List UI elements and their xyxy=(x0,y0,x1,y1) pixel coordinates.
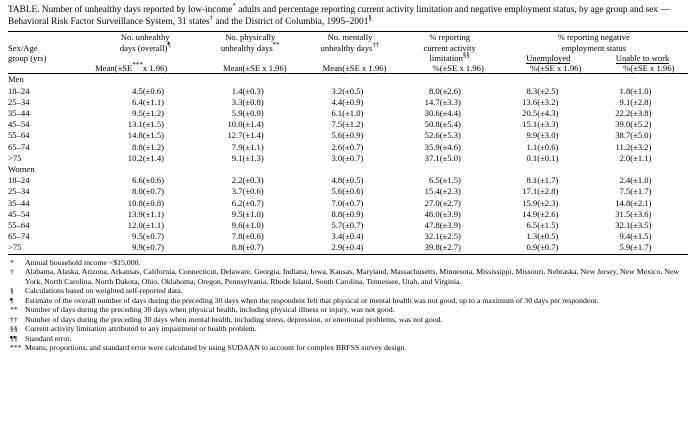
header-unable-pct: % xyxy=(597,63,630,74)
cell-unemployed-pct: 6.5 xyxy=(526,220,538,231)
cell-unable-ci: (±5.2) xyxy=(630,119,652,130)
cell-overall-mean: 4.5 xyxy=(132,85,143,96)
cell-mental-mean: 3.0 xyxy=(331,152,343,163)
footnotes xyxy=(8,258,688,353)
header-overall-mean: Mean(±SE*** xyxy=(90,63,143,74)
cell-unable-pct: 14.8 xyxy=(615,197,631,208)
cell-mental-mean: 7.5 xyxy=(331,119,343,130)
cell-physical-ci: (±0.3) xyxy=(242,85,264,96)
header-unable: Unable to work xyxy=(615,53,670,63)
cell-physical-mean: 8.8 xyxy=(231,242,243,253)
header-phys-line2-cell xyxy=(200,40,300,53)
data-table xyxy=(8,31,688,254)
cell-limitation-pct: 6.5 xyxy=(428,175,440,186)
cell-unemployed-pct: 1.1 xyxy=(526,141,538,152)
header-overall-blank xyxy=(90,53,200,63)
cell-unemployed-ci: (±1.5) xyxy=(537,220,559,231)
cell-unemployed-ci: (±3.3) xyxy=(537,119,559,130)
cell-mental-ci: (±0.9) xyxy=(342,208,364,219)
cell-unable-ci: (±1.0) xyxy=(630,85,652,96)
cell-unemployed-ci: (±2.8) xyxy=(537,186,559,197)
table-row xyxy=(8,142,688,153)
footnote xyxy=(8,305,688,315)
cell-overall-mean: 13.1 xyxy=(127,119,143,130)
title-part1: TABLE. Number of unhealthy days reported by low-income xyxy=(8,5,233,15)
cell-unemployed-ci: (±1.7) xyxy=(537,175,559,186)
cell-physical-mean: 3.7 xyxy=(231,186,243,197)
header-limit-ci: (±SE x 1.96) xyxy=(440,63,500,74)
cell-physical-ci: (±1.3) xyxy=(242,152,264,163)
header-unemployed-cell xyxy=(500,53,598,63)
header-unemp-ci: (±SE x 1.96) xyxy=(537,63,597,74)
cell-unable-pct: 31.5 xyxy=(615,208,631,219)
cell-unemployed-ci: (±0.5) xyxy=(537,231,559,242)
cell-mental-ci: (±0.6) xyxy=(342,186,364,197)
cell-limitation-pct: 47.8 xyxy=(424,220,440,231)
row-age: 18–24 xyxy=(8,175,30,186)
cell-limitation-pct: 39.8 xyxy=(424,242,440,253)
cell-overall-ci: (±0.6) xyxy=(142,175,164,186)
header-phys-line1: No. physically xyxy=(225,32,276,43)
cell-unable-pct: 9.4 xyxy=(619,231,631,242)
cell-unemployed-pct: 14.9 xyxy=(522,208,538,219)
cell-limitation-ci: (±3.3) xyxy=(439,96,461,107)
cell-unable-pct: 7.5 xyxy=(619,186,631,197)
cell-physical-ci: (±0.8) xyxy=(242,96,264,107)
table-row xyxy=(8,231,688,242)
cell-mental-mean: 3.2 xyxy=(331,85,343,96)
cell-unable-pct: 22.2 xyxy=(615,108,631,119)
header-limit-line2-cell xyxy=(400,43,500,53)
title-mark1: * xyxy=(232,1,236,10)
header-phys-ci: (±SE x 1.96) xyxy=(243,63,301,74)
cell-limitation-ci: (±3.9) xyxy=(439,208,461,219)
header-emp-line2-cell xyxy=(500,43,688,53)
cell-mental-ci: (±1.0) xyxy=(342,108,364,119)
cell-mental-ci: (±0.5) xyxy=(342,175,364,186)
cell-mental-ci: (±0.4) xyxy=(342,231,364,242)
cell-unable-pct: 2.0 xyxy=(619,152,631,163)
cell-limitation-ci: (±5.0) xyxy=(439,152,461,163)
row-age: 25–34 xyxy=(8,96,30,107)
cell-overall-ci: (±0.6) xyxy=(142,85,164,96)
cell-overall-ci: (±1.1) xyxy=(142,220,164,231)
cell-overall-ci: (±0.7) xyxy=(142,242,164,253)
header-ment-ci: (±SE x 1.96) xyxy=(342,63,400,74)
cell-physical-mean: 9.1 xyxy=(231,152,243,163)
cell-physical-ci: (±0.7) xyxy=(242,197,264,208)
header-limit-line3-cell xyxy=(400,53,500,63)
cell-physical-mean: 2.2 xyxy=(231,175,243,186)
cell-mental-mean: 7.0 xyxy=(331,197,343,208)
cell-unemployed-pct: 15.9 xyxy=(522,197,538,208)
header-group-mental xyxy=(300,32,400,43)
footnote-text: Means, proportions, and standard error were calculated by using SUDAAN to account for complex BRFSS survey design. xyxy=(25,343,407,353)
row-age: 65–74 xyxy=(8,231,30,242)
cell-physical-mean: 9.5 xyxy=(231,208,243,219)
cell-physical-ci: (±1.0) xyxy=(242,208,264,219)
cell-limitation-pct: 52.6 xyxy=(424,130,440,141)
cell-mental-ci: (±1.2) xyxy=(342,119,364,130)
cell-overall-mean: 9.5 xyxy=(132,108,143,119)
cell-unemployed-pct: 8.3 xyxy=(526,85,538,96)
cell-unable-ci: (±1.7) xyxy=(630,242,652,253)
header-blank-2 xyxy=(8,63,90,74)
row-age: >75 xyxy=(8,152,22,163)
table-title xyxy=(0,0,696,31)
footnote xyxy=(8,296,688,306)
footnote-text: Current activity limitation attributed to any impairment or health problem. xyxy=(25,324,257,334)
row-age: 35–44 xyxy=(8,108,30,119)
cell-overall-mean: 14.8 xyxy=(127,130,143,141)
cell-physical-mean: 6.2 xyxy=(231,197,243,208)
cell-limitation-pct: 8.0 xyxy=(428,85,440,96)
header-group-employment xyxy=(500,32,688,43)
footnote xyxy=(8,267,688,286)
cell-unemployed-pct: 1.3 xyxy=(526,231,538,242)
header-unable-ci: (±SE x 1.96) xyxy=(630,63,688,74)
cell-overall-mean: 8.8 xyxy=(132,141,143,152)
header-unemp-pct: % xyxy=(500,63,538,74)
cell-mental-mean: 8.8 xyxy=(331,208,343,219)
title-part3: and the District of Columbia, 1995–2001 xyxy=(213,16,369,27)
header-limit-pct: % xyxy=(400,63,440,74)
cell-overall-mean: 9.9 xyxy=(132,242,143,253)
cell-mental-mean: 5.7 xyxy=(331,220,343,231)
footnote xyxy=(8,324,688,334)
cell-limitation-pct: 30.6 xyxy=(424,108,440,119)
row-age: >75 xyxy=(8,242,22,253)
header-sexage-line2: group (yrs) xyxy=(8,53,47,63)
cell-mental-ci: (±0.7) xyxy=(342,220,364,231)
cell-unemployed-ci: (±0.7) xyxy=(537,242,559,253)
header-blank-1 xyxy=(8,32,90,43)
cell-unemployed-pct: 13.6 xyxy=(522,96,538,107)
group-header-row xyxy=(8,74,688,86)
header-unable-cell xyxy=(597,53,688,63)
cell-limitation-ci: (±2.7) xyxy=(439,242,461,253)
cell-overall-ci: (±1.4) xyxy=(142,152,164,163)
cell-overall-mean: 8.0 xyxy=(132,186,143,197)
cell-physical-mean: 7.9 xyxy=(231,141,243,152)
footnote-text: Annual household income <$15,000. xyxy=(25,257,141,267)
header-ment-mean: Mean xyxy=(300,63,342,74)
footnote-marker: *** xyxy=(10,343,22,353)
footnote xyxy=(8,286,688,296)
footnote xyxy=(8,334,688,344)
cell-mental-mean: 4.4 xyxy=(331,96,343,107)
table-row xyxy=(8,220,688,231)
cell-physical-ci: (±0.6) xyxy=(242,186,264,197)
cell-unemployed-pct: 17.1 xyxy=(522,186,538,197)
cell-physical-ci: (±0.6) xyxy=(242,231,264,242)
header-row-sub xyxy=(8,53,688,63)
header-ment-line2: unhealthy days xyxy=(320,42,373,53)
header-overall-ci: x 1.96) xyxy=(143,63,201,74)
title-mark2: † xyxy=(209,13,214,22)
header-row-groups xyxy=(8,32,688,43)
cell-unable-pct: 32.1 xyxy=(615,220,631,231)
cell-overall-mean: 10.8 xyxy=(127,197,143,208)
cell-overall-ci: (±1.1) xyxy=(142,208,164,219)
table-row xyxy=(8,153,688,164)
cell-physical-mean: 3.3 xyxy=(231,96,243,107)
cell-physical-ci: (±0.7) xyxy=(242,242,264,253)
header-phys-mean: Mean xyxy=(200,63,242,74)
header-row-groups2 xyxy=(8,43,688,53)
cell-unable-pct: 11.2 xyxy=(615,141,631,152)
cell-limitation-pct: 50.8 xyxy=(424,119,440,130)
header-overall-line1: No. unhealthy xyxy=(120,32,170,43)
cell-unable-pct: 9.1 xyxy=(619,96,631,107)
table-row xyxy=(8,119,688,130)
cell-unemployed-pct: 0.1 xyxy=(526,152,538,163)
cell-limitation-ci: (±5.4) xyxy=(439,119,461,130)
cell-overall-ci: (±0.7) xyxy=(142,186,164,197)
cell-limitation-pct: 15.4 xyxy=(424,186,440,197)
cell-mental-ci: (±0.4) xyxy=(342,242,364,253)
cell-unable-pct: 1.8 xyxy=(619,85,631,96)
cell-physical-mean: 9.6 xyxy=(231,220,243,231)
cell-mental-mean: 6.1 xyxy=(331,108,343,119)
cell-unable-ci: (±3.5) xyxy=(630,220,652,231)
cell-limitation-ci: (±4.6) xyxy=(439,141,461,152)
cell-unemployed-pct: 15.1 xyxy=(522,119,538,130)
group-header-row xyxy=(8,164,688,175)
cell-unable-ci: (±3.6) xyxy=(630,208,652,219)
table-row xyxy=(8,108,688,119)
cell-mental-mean: 2.6 xyxy=(331,141,343,152)
row-age: 45–54 xyxy=(8,119,30,130)
header-limit-line2: current activity xyxy=(423,42,476,53)
footnote xyxy=(8,343,688,353)
header-unemployed: Unemployed xyxy=(526,53,571,63)
cell-limitation-pct: 27.0 xyxy=(424,197,440,208)
header-ment-line1: No. mentally xyxy=(327,32,373,43)
row-age: 25–34 xyxy=(8,186,30,197)
cell-limitation-ci: (±3.9) xyxy=(439,220,461,231)
title-part2: adults and percentage reporting current activity limitation and negative employment status, by age group and sex — Behavioral Risk Factor Surveillance System, 31 states xyxy=(8,5,670,27)
cell-unable-ci: (±2.1) xyxy=(630,197,652,208)
table-row xyxy=(8,175,688,186)
cell-physical-mean: 5.9 xyxy=(231,108,243,119)
footnote-marker: § xyxy=(10,286,14,296)
cell-unemployed-ci: (±2.5) xyxy=(537,85,559,96)
footnote-marker: † xyxy=(10,267,14,277)
header-group-limitation xyxy=(400,32,500,43)
cell-limitation-pct: 14.7 xyxy=(424,96,440,107)
cell-mental-mean: 2.9 xyxy=(331,242,343,253)
cell-unable-ci: (±1.5) xyxy=(630,231,652,242)
cell-limitation-pct: 37.1 xyxy=(424,152,440,163)
footnote-marker: ** xyxy=(10,305,18,315)
header-group-physical xyxy=(200,32,300,43)
table-row xyxy=(8,242,688,254)
table-bottom-rule xyxy=(8,254,688,255)
cell-unemployed-pct: 9.9 xyxy=(526,130,538,141)
cell-overall-ci: (±0.8) xyxy=(142,197,164,208)
header-group-overall xyxy=(90,32,200,43)
cell-unemployed-pct: 20.5 xyxy=(522,108,538,119)
group-label: Women xyxy=(8,164,35,175)
header-emp-line2: employment status xyxy=(561,42,627,53)
cell-unemployed-pct: 0.9 xyxy=(526,242,538,253)
table-row xyxy=(8,198,688,209)
cell-mental-ci: (±0.5) xyxy=(342,85,364,96)
table-row xyxy=(8,186,688,197)
table-row xyxy=(8,97,688,108)
cell-limitation-pct: 35.9 xyxy=(424,141,440,152)
table-row xyxy=(8,209,688,220)
cell-physical-mean: 1.4 xyxy=(231,85,243,96)
cell-unemployed-ci: (±4.3) xyxy=(537,108,559,119)
row-age: 45–54 xyxy=(8,208,30,219)
cell-overall-ci: (±1.1) xyxy=(142,96,164,107)
cell-limitation-pct: 32.1 xyxy=(424,231,440,242)
cell-overall-ci: (±1.2) xyxy=(142,141,164,152)
row-age: 18–24 xyxy=(8,85,30,96)
cell-limitation-ci: (±2.6) xyxy=(439,85,461,96)
cell-limitation-ci: (±2.3) xyxy=(439,186,461,197)
cell-unable-pct: 5.9 xyxy=(619,242,631,253)
cell-physical-mean: 7.8 xyxy=(231,231,243,242)
cell-overall-ci: (±0.7) xyxy=(142,231,164,242)
cell-physical-ci: (±0.9) xyxy=(242,108,264,119)
cell-unemployed-ci: (±3.2) xyxy=(537,96,559,107)
header-phys-line2: unhealthy days xyxy=(220,42,273,53)
cell-unable-pct: 38.7 xyxy=(615,130,631,141)
cell-overall-mean: 6.6 xyxy=(132,175,143,186)
cell-unemployed-ci: (±2.3) xyxy=(537,197,559,208)
cell-overall-mean: 10.2 xyxy=(127,152,143,163)
cell-unable-ci: (±2.8) xyxy=(630,96,652,107)
footnote-marker: §§ xyxy=(10,324,18,334)
cell-unable-ci: (±3.8) xyxy=(630,108,652,119)
cell-physical-ci: (±1.0) xyxy=(242,220,264,231)
header-ment-blank xyxy=(300,53,400,63)
header-mean-mark: *** xyxy=(132,61,143,70)
row-age: 55–64 xyxy=(8,130,30,141)
row-age: 35–44 xyxy=(8,197,30,208)
cell-unable-ci: (±1.0) xyxy=(630,175,652,186)
cell-physical-ci: (±1.4) xyxy=(242,130,264,141)
cell-unemployed-ci: (±0.1) xyxy=(537,152,559,163)
header-emp-line1: % reporting negative xyxy=(557,32,630,43)
footnote-text: Alabama, Alaska, Arizona, Arkansas, California, Connecticut, Delaware, Georgia, Indiana, Iowa, Kansas, Maryland, Massachusetts, Minnesota, Mississippi, Missouri, Nebraska, New Jersey, New Mexico, New York, North Carolina, North Dakota, Ohio, Oklahoma, Oregon, Pennsylvania, Rhode Island, South Carolina, Tennessee, Utah, and Virginia. xyxy=(25,267,680,286)
cell-physical-ci: (±1.1) xyxy=(242,141,264,152)
header-phys-mark: ** xyxy=(272,40,280,49)
cell-mental-ci: (±0.7) xyxy=(342,152,364,163)
table-row xyxy=(8,86,688,97)
header-overall-line2: days (overall) xyxy=(119,42,168,53)
header-limit-mark: §§ xyxy=(462,51,470,60)
footnote-marker: ¶ xyxy=(10,295,14,305)
cell-unable-ci: (±3.2) xyxy=(630,141,652,152)
header-ment-mark: †† xyxy=(372,40,380,49)
cell-limitation-ci: (±5.3) xyxy=(439,130,461,141)
cell-unable-ci: (±5.0) xyxy=(630,130,652,141)
cell-overall-ci: (±1.5) xyxy=(142,119,164,130)
cell-physical-mean: 10.0 xyxy=(227,119,243,130)
footnote-text: Standard error. xyxy=(25,333,72,343)
cell-mental-mean: 5.6 xyxy=(331,186,343,197)
cell-mental-ci: (±0.7) xyxy=(342,197,364,208)
footnote-text: Estimate of the overall number of days during the preceding 30 days when the respondent felt that physical or mental health was not good, up to a maximum of 30 days per respondent. xyxy=(25,295,599,305)
cell-limitation-ci: (±2.7) xyxy=(439,197,461,208)
footnote-text: Number of days during the preceding 30 days when mental health, including stress, depression, or emotional problems, was not good. xyxy=(25,314,443,324)
cell-limitation-ci: (±2.5) xyxy=(439,231,461,242)
cell-overall-mean: 9.5 xyxy=(132,231,143,242)
cell-overall-ci: (±1.2) xyxy=(142,108,164,119)
cell-unable-ci: (±1.7) xyxy=(630,186,652,197)
cell-mental-ci: (±0.9) xyxy=(342,96,364,107)
cell-unemployed-ci: (±2.6) xyxy=(537,208,559,219)
cell-mental-ci: (±0.7) xyxy=(342,141,364,152)
row-age: 55–64 xyxy=(8,220,30,231)
header-ment-line2-cell xyxy=(300,40,400,53)
cell-unable-pct: 39.0 xyxy=(615,119,631,130)
cell-unemployed-pct: 8.1 xyxy=(526,175,538,186)
cell-limitation-ci: (±4.4) xyxy=(439,108,461,119)
cell-physical-ci: (±1.4) xyxy=(242,119,264,130)
cell-physical-mean: 12.7 xyxy=(227,130,243,141)
header-row-units xyxy=(8,63,688,74)
group-label: Men xyxy=(8,74,24,85)
cell-unable-ci: (±1.1) xyxy=(630,152,652,163)
cell-physical-ci: (±0.3) xyxy=(242,175,264,186)
header-overall-mark: ¶ xyxy=(167,40,171,49)
header-phys-blank xyxy=(200,53,300,63)
cell-unemployed-ci: (±0.6) xyxy=(537,141,559,152)
footnote-marker: †† xyxy=(10,314,18,324)
cell-limitation-ci: (±1.5) xyxy=(439,175,461,186)
cell-unemployed-ci: (±3.0) xyxy=(537,130,559,141)
cell-overall-mean: 6.4 xyxy=(132,96,143,107)
cell-mental-mean: 4.8 xyxy=(331,175,343,186)
header-overall-line2-cell xyxy=(90,40,200,53)
cell-overall-mean: 13.9 xyxy=(127,208,143,219)
cell-mental-ci: (±0.9) xyxy=(342,130,364,141)
footnote-text: Calculations based on weighted self-reported data. xyxy=(25,286,183,296)
footnote xyxy=(8,258,688,268)
table-row xyxy=(8,130,688,141)
cell-limitation-pct: 46.0 xyxy=(424,208,440,219)
cell-overall-ci: (±1.5) xyxy=(142,130,164,141)
header-sexage-line1: Sex/Age xyxy=(8,42,38,53)
cell-mental-mean: 3.4 xyxy=(331,231,343,242)
header-limit-line1: % reporting xyxy=(429,32,471,43)
cell-unable-pct: 2.4 xyxy=(619,175,631,186)
footnote-text: Number of days during the preceding 30 days when physical health, including physical illness or injury, was not good. xyxy=(25,305,395,315)
header-limit-line3: limitation xyxy=(429,53,463,63)
footnote-marker: * xyxy=(10,257,14,267)
footnote-marker: ¶¶ xyxy=(10,333,18,343)
cell-mental-mean: 5.6 xyxy=(331,130,343,141)
footnote xyxy=(8,315,688,325)
cell-overall-mean: 12.0 xyxy=(127,220,143,231)
title-mark3: § xyxy=(368,13,372,22)
row-age: 65–74 xyxy=(8,141,30,152)
